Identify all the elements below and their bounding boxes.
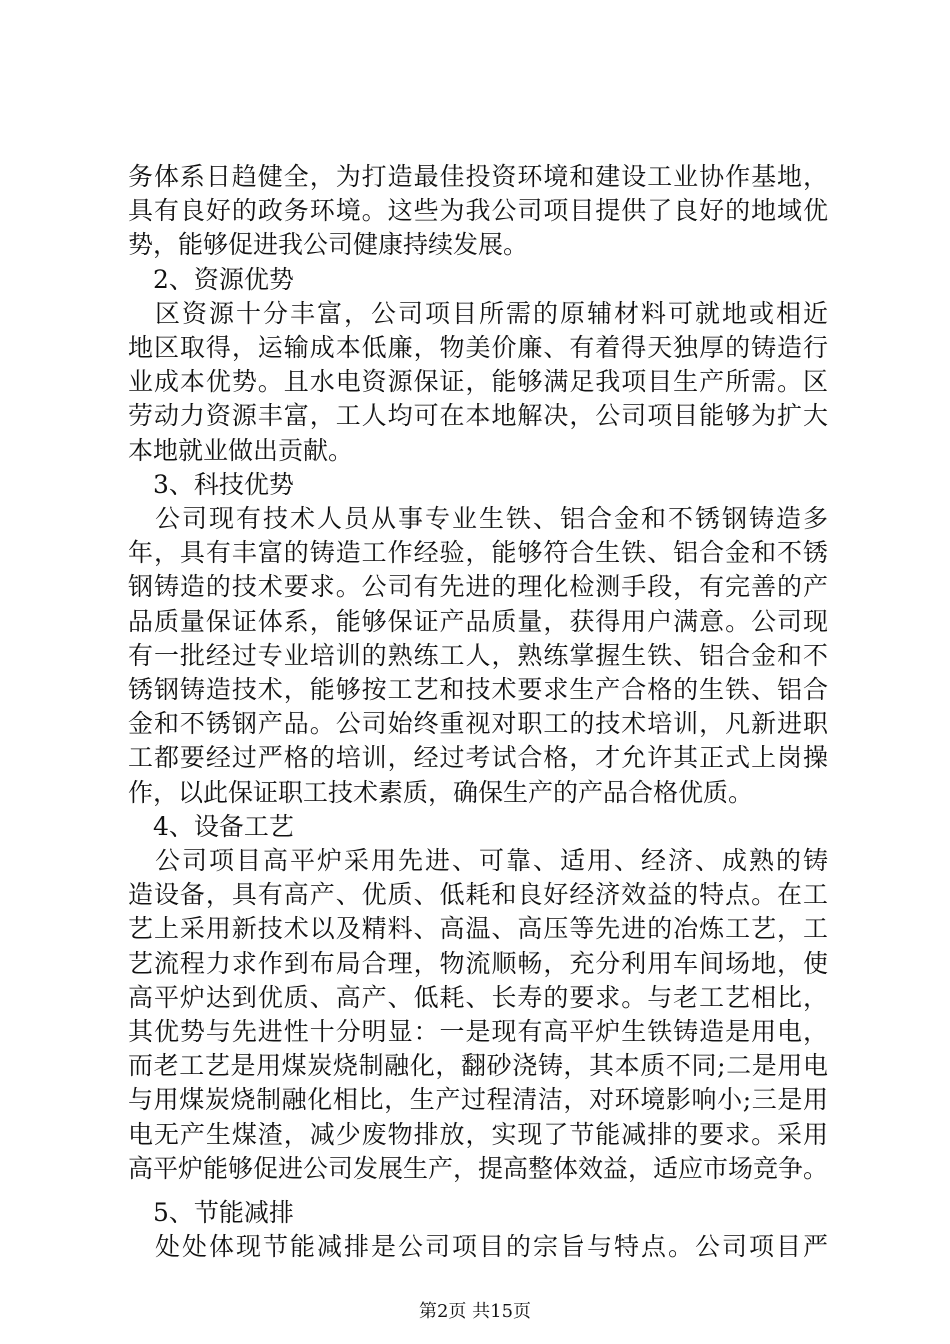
paragraph-line: 有一批经过专业培训的熟练工人，熟练掌握生铁、铝合金和不 — [128, 641, 828, 670]
paragraph-line: 金和不锈钢产品。公司始终重视对职工的技术培训，凡新进职 — [128, 709, 828, 738]
paragraph-line: 艺上采用新技术以及精料、高温、高压等先进的冶炼工艺，工 — [128, 914, 828, 943]
paragraph-line: 电无产生煤渣，减少废物排放，实现了节能减排的要求。采用 — [128, 1120, 828, 1149]
paragraph-line: 品质量保证体系，能够保证产品质量，获得用户满意。公司现 — [128, 607, 828, 636]
paragraph-line: 势，能够促进我公司健康持续发展。 — [128, 230, 529, 259]
section-heading-technology: 3、科技优势 — [128, 470, 294, 499]
paragraph-line: 而老工艺是用煤炭烧制融化，翻砂浇铸，其本质不同;二是用电 — [128, 1051, 828, 1080]
paragraph-line: 艺流程力求作到布局合理，物流顺畅，充分利用车间场地，使 — [128, 949, 828, 978]
paragraph-line: 造设备，具有高产、优质、低耗和良好经济效益的特点。在工 — [128, 880, 828, 909]
page-footer: 第2页 共15页 — [418, 1301, 532, 1322]
paragraph-line: 年，具有丰富的铸造工作经验，能够符合生铁、铝合金和不锈 — [128, 538, 828, 567]
paragraph-line: 其优势与先进性十分明显：一是现有高平炉生铁铸造是用电， — [128, 1017, 828, 1046]
paragraph-line: 高平炉达到优质、高产、低耗、长寿的要求。与老工艺相比， — [128, 983, 828, 1012]
section-heading-resources: 2、资源优势 — [128, 265, 294, 294]
paragraph-line: 作，以此保证职工技术素质，确保生产的产品合格优质。 — [128, 778, 754, 807]
section-heading-equipment: 4、设备工艺 — [128, 812, 294, 841]
paragraph-line: 处处体现节能减排是公司项目的宗旨与特点。公司项目严 — [128, 1232, 828, 1261]
paragraph-line: 钢铸造的技术要求。公司有先进的理化检测手段，有完善的产 — [128, 572, 828, 601]
paragraph-line: 高平炉能够促进公司发展生产，提高整体效益，适应市场竞争。 — [128, 1154, 828, 1183]
paragraph-line: 工都要经过严格的培训，经过考试合格，才允许其正式上岗操 — [128, 743, 828, 772]
paragraph-line: 务体系日趋健全，为打造最佳投资环境和建设工业协作基地， — [128, 162, 828, 191]
paragraph-line: 锈钢铸造技术，能够按工艺和技术要求生产合格的生铁、铝合 — [128, 675, 828, 704]
paragraph-line: 区资源十分丰富，公司项目所需的原辅材料可就地或相近 — [128, 299, 828, 328]
paragraph-line: 劳动力资源丰富，工人均可在本地解决，公司项目能够为扩大 — [128, 401, 828, 430]
paragraph-line: 本地就业做出贡献。 — [128, 436, 354, 465]
paragraph-line: 公司现有技术人员从事专业生铁、铝合金和不锈钢铸造多 — [128, 504, 828, 533]
paragraph-line: 与用煤炭烧制融化相比，生产过程清洁，对环境影响小;三是用 — [128, 1085, 828, 1114]
section-heading-energy-saving: 5、节能减排 — [128, 1198, 294, 1227]
paragraph-line: 公司项目高平炉采用先进、可靠、适用、经济、成熟的铸 — [128, 846, 828, 875]
paragraph-line: 具有良好的政务环境。这些为我公司项目提供了良好的地域优 — [128, 196, 828, 225]
paragraph-line: 地区取得，运输成本低廉，物美价廉、有着得天独厚的铸造行 — [128, 333, 828, 362]
paragraph-line: 业成本优势。且水电资源保证，能够满足我项目生产所需。区 — [128, 367, 828, 396]
